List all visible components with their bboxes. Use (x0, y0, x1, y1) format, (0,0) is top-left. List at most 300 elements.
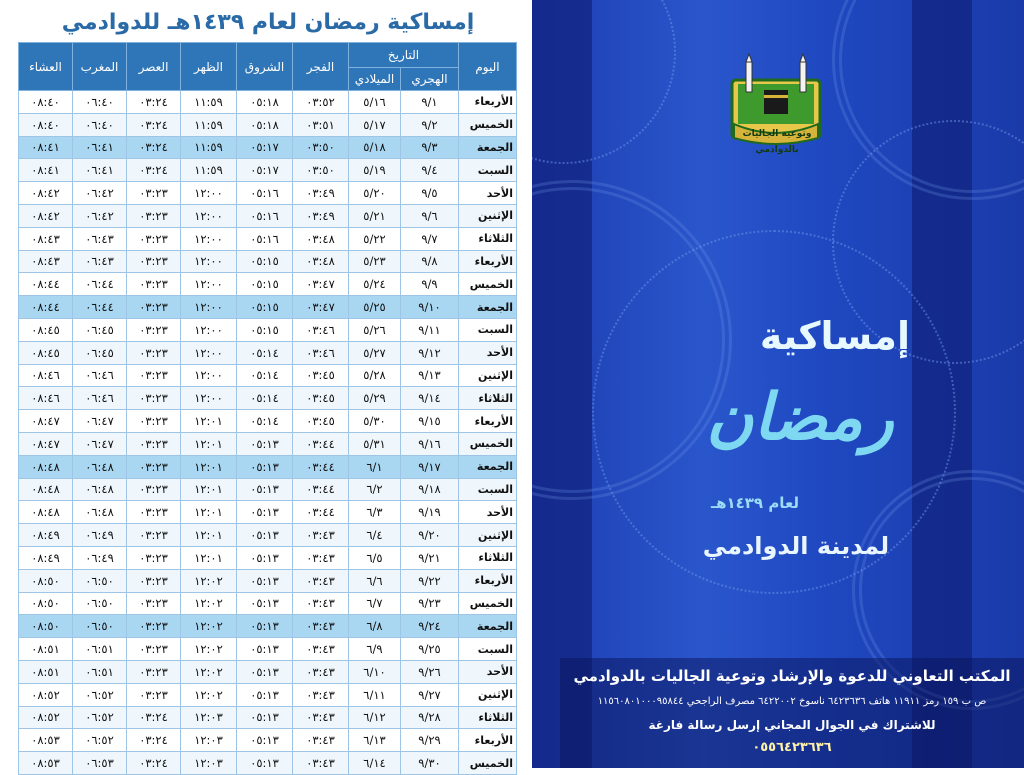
cell-day: الإثنين (459, 364, 517, 387)
table-row (19, 341, 517, 364)
cell-isha: ٠٨:٤٧ (19, 410, 73, 433)
cell-fajr: ٠٣:٥٢ (293, 91, 349, 114)
cell-isha: ٠٨:٥٣ (19, 752, 73, 775)
cell-dhuhr: ١٢:٠١ (181, 501, 237, 524)
cell-hijri: ٩/٢٣ (401, 592, 459, 615)
cell-isha: ٠٨:٤٥ (19, 318, 73, 341)
cell-asr: ٠٣:٢٣ (127, 318, 181, 341)
cell-day: الجمعة (459, 136, 517, 159)
timetable-body (19, 91, 517, 775)
cell-hijri: ٩/١ (401, 91, 459, 114)
table-row (19, 204, 517, 227)
cell-fajr: ٠٣:٤٤ (293, 455, 349, 478)
cell-dhuhr: ١٢:٠٢ (181, 683, 237, 706)
cell-asr: ٠٣:٢٣ (127, 296, 181, 319)
cell-sunrise: ٠٥:١٣ (237, 615, 293, 638)
cell-hijri: ٩/٢٢ (401, 569, 459, 592)
cell-day: السبت (459, 638, 517, 661)
header-isha: العشاء (19, 43, 73, 91)
header-maghrib: المغرب (73, 43, 127, 91)
cell-hijri: ٩/١١ (401, 318, 459, 341)
cell-day: السبت (459, 318, 517, 341)
table-row (19, 592, 517, 615)
cell-isha: ٠٨:٤٤ (19, 273, 73, 296)
cell-isha: ٠٨:٤٢ (19, 204, 73, 227)
cell-sunrise: ٠٥:١٦ (237, 182, 293, 205)
cell-day: الأربعاء (459, 729, 517, 752)
cell-isha: ٠٨:٤٠ (19, 91, 73, 114)
cell-isha: ٠٨:٤٩ (19, 546, 73, 569)
cell-dhuhr: ١٢:٠١ (181, 524, 237, 547)
cell-asr: ٠٣:٢٣ (127, 478, 181, 501)
cell-hijri: ٩/٢ (401, 113, 459, 136)
cell-asr: ٠٣:٢٣ (127, 546, 181, 569)
cell-maghrib: ٠٦:٤٠ (73, 113, 127, 136)
cell-sunrise: ٠٥:١٣ (237, 706, 293, 729)
cell-dhuhr: ١٢:٠٢ (181, 638, 237, 661)
cell-hijri: ٩/١٥ (401, 410, 459, 433)
cell-maghrib: ٠٦:٥٠ (73, 615, 127, 638)
cell-dhuhr: ١٢:٠١ (181, 432, 237, 455)
prayer-times-table (18, 42, 517, 775)
ornament-circle (532, 0, 676, 164)
cell-dhuhr: ١٢:٠١ (181, 478, 237, 501)
cell-maghrib: ٠٦:٤٩ (73, 524, 127, 547)
cell-isha: ٠٨:٤١ (19, 136, 73, 159)
table-row (19, 387, 517, 410)
cell-fajr: ٠٣:٤٤ (293, 478, 349, 501)
cell-day: الأربعاء (459, 250, 517, 273)
header-hijri: الهجري (401, 68, 459, 91)
cell-asr: ٠٣:٢٣ (127, 501, 181, 524)
cell-hijri: ٩/٢٩ (401, 729, 459, 752)
cell-fajr: ٠٣:٤٧ (293, 296, 349, 319)
cell-hijri: ٩/١٢ (401, 341, 459, 364)
cell-greg: ٦/١٠ (349, 660, 401, 683)
cell-maghrib: ٠٦:٤٨ (73, 478, 127, 501)
cell-greg: ٥/٢٠ (349, 182, 401, 205)
cell-fajr: ٠٣:٤٣ (293, 569, 349, 592)
cell-asr: ٠٣:٢٣ (127, 524, 181, 547)
cell-sunrise: ٠٥:١٣ (237, 501, 293, 524)
cell-day: الجمعة (459, 455, 517, 478)
cell-dhuhr: ١٢:٠٢ (181, 569, 237, 592)
cell-maghrib: ٠٦:٤١ (73, 136, 127, 159)
cell-asr: ٠٣:٢٣ (127, 364, 181, 387)
cell-maghrib: ٠٦:٤٥ (73, 341, 127, 364)
cell-greg: ٦/١١ (349, 683, 401, 706)
cell-greg: ٥/٢٥ (349, 296, 401, 319)
cell-dhuhr: ١١:٥٩ (181, 159, 237, 182)
cell-asr: ٠٣:٢٣ (127, 455, 181, 478)
cell-day: الخميس (459, 592, 517, 615)
cell-fajr: ٠٣:٤٦ (293, 318, 349, 341)
cell-fajr: ٠٣:٤٨ (293, 250, 349, 273)
poster-city: لمدينة الدوادمي (702, 532, 890, 560)
cell-dhuhr: ١٢:٠٠ (181, 204, 237, 227)
cell-day: السبت (459, 159, 517, 182)
cell-day: السبت (459, 478, 517, 501)
cell-greg: ٦/١٣ (349, 729, 401, 752)
cell-fajr: ٠٣:٤٣ (293, 592, 349, 615)
cell-fajr: ٠٣:٤٤ (293, 501, 349, 524)
cell-dhuhr: ١٢:٠٠ (181, 273, 237, 296)
cell-hijri: ٩/٢٠ (401, 524, 459, 547)
cell-sunrise: ٠٥:١٤ (237, 341, 293, 364)
table-row (19, 752, 517, 775)
cell-sunrise: ٠٥:١٣ (237, 478, 293, 501)
cell-fajr: ٠٣:٥٠ (293, 159, 349, 182)
cell-isha: ٠٨:٤٣ (19, 250, 73, 273)
cell-greg: ٦/١ (349, 455, 401, 478)
table-row (19, 546, 517, 569)
cell-dhuhr: ١٢:٠٢ (181, 615, 237, 638)
cell-maghrib: ٠٦:٤٢ (73, 182, 127, 205)
cell-fajr: ٠٣:٤٧ (293, 273, 349, 296)
cell-day: الإثنين (459, 683, 517, 706)
cell-dhuhr: ١٢:٠٠ (181, 341, 237, 364)
cell-maghrib: ٠٦:٤٢ (73, 204, 127, 227)
cell-sunrise: ٠٥:١٣ (237, 524, 293, 547)
cell-isha: ٠٨:٤٦ (19, 364, 73, 387)
cell-fajr: ٠٣:٤٦ (293, 341, 349, 364)
cell-fajr: ٠٣:٤٥ (293, 387, 349, 410)
cell-maghrib: ٠٦:٤٤ (73, 273, 127, 296)
cell-isha: ٠٨:٥١ (19, 638, 73, 661)
table-row (19, 706, 517, 729)
cell-asr: ٠٣:٢٣ (127, 615, 181, 638)
cell-greg: ٦/٧ (349, 592, 401, 615)
cell-fajr: ٠٣:٤٩ (293, 182, 349, 205)
cell-hijri: ٩/٢٧ (401, 683, 459, 706)
cell-asr: ٠٣:٢٣ (127, 638, 181, 661)
cell-asr: ٠٣:٢٣ (127, 273, 181, 296)
poster-title: إمساكية (759, 314, 910, 358)
cell-maghrib: ٠٦:٤٨ (73, 455, 127, 478)
cell-day: الأربعاء (459, 91, 517, 114)
cell-sunrise: ٠٥:١٣ (237, 752, 293, 775)
cell-hijri: ٩/٣ (401, 136, 459, 159)
cell-sunrise: ٠٥:١٣ (237, 569, 293, 592)
cell-maghrib: ٠٦:٤٩ (73, 546, 127, 569)
cell-hijri: ٩/١٨ (401, 478, 459, 501)
cell-isha: ٠٨:٥٠ (19, 615, 73, 638)
cell-sunrise: ٠٥:١٣ (237, 729, 293, 752)
cell-fajr: ٠٣:٤٣ (293, 752, 349, 775)
cell-day: الأربعاء (459, 569, 517, 592)
cell-day: الأحد (459, 501, 517, 524)
cell-dhuhr: ١٢:٠٠ (181, 296, 237, 319)
cell-asr: ٠٣:٢٤ (127, 113, 181, 136)
cell-isha: ٠٨:٤٤ (19, 296, 73, 319)
cell-dhuhr: ١٢:٠١ (181, 455, 237, 478)
cell-maghrib: ٠٦:٥٠ (73, 569, 127, 592)
table-row (19, 296, 517, 319)
cell-asr: ٠٣:٢٤ (127, 706, 181, 729)
cell-greg: ٦/٩ (349, 638, 401, 661)
cell-hijri: ٩/٩ (401, 273, 459, 296)
cell-greg: ٦/٤ (349, 524, 401, 547)
header-gregorian: الميلادي (349, 68, 401, 91)
cell-asr: ٠٣:٢٤ (127, 752, 181, 775)
cell-greg: ٥/١٧ (349, 113, 401, 136)
cell-maghrib: ٠٦:٤٠ (73, 91, 127, 114)
cell-sunrise: ٠٥:١٧ (237, 159, 293, 182)
cell-hijri: ٩/٣٠ (401, 752, 459, 775)
cell-fajr: ٠٣:٤٣ (293, 524, 349, 547)
cell-sunrise: ٠٥:١٣ (237, 683, 293, 706)
cell-asr: ٠٣:٢٤ (127, 159, 181, 182)
table-row (19, 136, 517, 159)
cell-day: الإثنين (459, 204, 517, 227)
cell-hijri: ٩/١٧ (401, 455, 459, 478)
cell-dhuhr: ١٢:٠٢ (181, 660, 237, 683)
cell-sunrise: ٠٥:١٦ (237, 227, 293, 250)
cell-fajr: ٠٣:٤٣ (293, 660, 349, 683)
cell-maghrib: ٠٦:٥١ (73, 638, 127, 661)
cell-sunrise: ٠٥:١٣ (237, 455, 293, 478)
cell-sunrise: ٠٥:١٣ (237, 546, 293, 569)
cell-isha: ٠٨:٥٢ (19, 706, 73, 729)
cell-greg: ٥/٢٨ (349, 364, 401, 387)
cell-isha: ٠٨:٥٠ (19, 592, 73, 615)
cell-asr: ٠٣:٢٣ (127, 592, 181, 615)
cell-isha: ٠٨:٥٣ (19, 729, 73, 752)
cell-hijri: ٩/٢٥ (401, 638, 459, 661)
cell-isha: ٠٨:٤٣ (19, 227, 73, 250)
cell-hijri: ٩/١٠ (401, 296, 459, 319)
table-row (19, 364, 517, 387)
cell-dhuhr: ١١:٥٩ (181, 136, 237, 159)
cell-hijri: ٩/٧ (401, 227, 459, 250)
cell-sunrise: ٠٥:١٧ (237, 136, 293, 159)
table-row (19, 638, 517, 661)
cell-greg: ٦/١٤ (349, 752, 401, 775)
footer-title: المكتب التعاوني للدعوة والإرشاد وتوعية الجاليات بالدوادمي (573, 667, 1011, 685)
cell-greg: ٥/٣١ (349, 432, 401, 455)
header-day: اليوم (459, 43, 517, 91)
header-fajr: الفجر (293, 43, 349, 91)
cell-maghrib: ٠٦:٤٨ (73, 501, 127, 524)
cell-asr: ٠٣:٢٣ (127, 387, 181, 410)
cell-hijri: ٩/٥ (401, 182, 459, 205)
cell-hijri: ٩/١٣ (401, 364, 459, 387)
cell-isha: ٠٨:٤٩ (19, 524, 73, 547)
cell-day: الخميس (459, 113, 517, 136)
table-row (19, 683, 517, 706)
cell-dhuhr: ١٢:٠١ (181, 410, 237, 433)
cell-greg: ٥/٣٠ (349, 410, 401, 433)
cell-isha: ٠٨:٤٨ (19, 455, 73, 478)
cell-isha: ٠٨:٤٨ (19, 478, 73, 501)
table-row (19, 273, 517, 296)
table-row (19, 432, 517, 455)
cell-sunrise: ٠٥:١٥ (237, 318, 293, 341)
cell-day: الثلاثاء (459, 227, 517, 250)
cell-dhuhr: ١١:٥٩ (181, 91, 237, 114)
cell-hijri: ٩/٦ (401, 204, 459, 227)
table-row (19, 318, 517, 341)
cell-day: الخميس (459, 273, 517, 296)
cell-isha: ٠٨:٤٠ (19, 113, 73, 136)
cell-day: الأحد (459, 341, 517, 364)
cell-sunrise: ٠٥:١٨ (237, 91, 293, 114)
cell-greg: ٥/٢٤ (349, 273, 401, 296)
cell-greg: ٥/١٩ (349, 159, 401, 182)
cell-asr: ٠٣:٢٤ (127, 91, 181, 114)
cell-sunrise: ٠٥:١٣ (237, 592, 293, 615)
table-row (19, 660, 517, 683)
footer-subscribe-text: للاشتراك في الجوال المجاني إرسل رسالة فارغة (648, 718, 936, 732)
cell-dhuhr: ١٢:٠٠ (181, 227, 237, 250)
cell-dhuhr: ١٢:٠٠ (181, 182, 237, 205)
header-sunrise: الشروق (237, 43, 293, 91)
table-row (19, 113, 517, 136)
table-row (19, 227, 517, 250)
cell-greg: ٥/٢٦ (349, 318, 401, 341)
cell-sunrise: ٠٥:١٣ (237, 638, 293, 661)
cell-fajr: ٠٣:٤٤ (293, 432, 349, 455)
cell-day: الجمعة (459, 296, 517, 319)
table-row (19, 410, 517, 433)
cell-maghrib: ٠٦:٥٢ (73, 706, 127, 729)
table-row (19, 91, 517, 114)
cell-day: الأحد (459, 660, 517, 683)
cell-isha: ٠٨:٤٨ (19, 501, 73, 524)
timetable-title: إمساكية رمضان لعام ١٤٣٩هـ للدوادمي (61, 10, 475, 35)
cell-hijri: ٩/٢٤ (401, 615, 459, 638)
cell-greg: ٥/٢١ (349, 204, 401, 227)
cell-asr: ٠٣:٢٣ (127, 660, 181, 683)
cell-hijri: ٩/١٤ (401, 387, 459, 410)
header-date: التاريخ (349, 43, 459, 68)
cell-dhuhr: ١٢:٠٠ (181, 387, 237, 410)
cell-asr: ٠٣:٢٣ (127, 250, 181, 273)
cell-day: الخميس (459, 432, 517, 455)
cell-greg: ٥/٢٩ (349, 387, 401, 410)
cell-asr: ٠٣:٢٣ (127, 683, 181, 706)
cell-day: الجمعة (459, 615, 517, 638)
cell-dhuhr: ١٢:٠٠ (181, 250, 237, 273)
cell-asr: ٠٣:٢٤ (127, 136, 181, 159)
cell-hijri: ٩/٢١ (401, 546, 459, 569)
cell-fajr: ٠٣:٤٣ (293, 638, 349, 661)
cell-dhuhr: ١٢:٠٢ (181, 592, 237, 615)
cell-isha: ٠٨:٥٠ (19, 569, 73, 592)
cell-maghrib: ٠٦:٤٧ (73, 432, 127, 455)
cell-maghrib: ٠٦:٤٧ (73, 410, 127, 433)
cell-hijri: ٩/٢٦ (401, 660, 459, 683)
cell-maghrib: ٠٦:٤٤ (73, 296, 127, 319)
cell-greg: ٦/١٢ (349, 706, 401, 729)
cell-day: الثلاثاء (459, 706, 517, 729)
cell-dhuhr: ١٢:٠٣ (181, 752, 237, 775)
table-row (19, 250, 517, 273)
cell-asr: ٠٣:٢٤ (127, 729, 181, 752)
cell-day: الإثنين (459, 524, 517, 547)
poster-year: لعام ١٤٣٩هـ (710, 494, 800, 512)
cell-isha: ٠٨:٤٦ (19, 387, 73, 410)
table-row (19, 501, 517, 524)
cell-day: الثلاثاء (459, 387, 517, 410)
cell-greg: ٦/٣ (349, 501, 401, 524)
table-row (19, 524, 517, 547)
table-row (19, 478, 517, 501)
cell-fajr: ٠٣:٤٣ (293, 706, 349, 729)
cell-asr: ٠٣:٢٣ (127, 432, 181, 455)
cell-fajr: ٠٣:٤٥ (293, 410, 349, 433)
cell-fajr: ٠٣:٤٥ (293, 364, 349, 387)
cell-maghrib: ٠٦:٤٦ (73, 364, 127, 387)
cell-day: الثلاثاء (459, 546, 517, 569)
cell-sunrise: ٠٥:١٤ (237, 410, 293, 433)
table-row (19, 182, 517, 205)
cell-maghrib: ٠٦:٥١ (73, 660, 127, 683)
cell-sunrise: ٠٥:١٨ (237, 113, 293, 136)
cell-fajr: ٠٣:٥١ (293, 113, 349, 136)
footer-contact-info: ص ب ١٥٩ رمز ١١٩١١ هاتف ٦٤٢٣٦٣٦ ناسوخ ٦٤٢٢٠٠٢ مصرف الراجحي ١١٥٦٠٨٠١٠٠٠٩٥٨٤٤ (597, 696, 987, 707)
cell-fajr: ٠٣:٤٣ (293, 729, 349, 752)
cell-dhuhr: ١١:٥٩ (181, 113, 237, 136)
cell-asr: ٠٣:٢٣ (127, 227, 181, 250)
cell-hijri: ٩/٤ (401, 159, 459, 182)
cell-hijri: ٩/١٦ (401, 432, 459, 455)
cell-fajr: ٠٣:٤٣ (293, 683, 349, 706)
cell-day: الأحد (459, 182, 517, 205)
cell-day: الخميس (459, 752, 517, 775)
cell-sunrise: ٠٥:١٦ (237, 204, 293, 227)
cell-asr: ٠٣:٢٣ (127, 410, 181, 433)
cell-maghrib: ٠٦:٤٥ (73, 318, 127, 341)
cell-hijri: ٩/٢٨ (401, 706, 459, 729)
cell-asr: ٠٣:٢٣ (127, 204, 181, 227)
table-row (19, 615, 517, 638)
cell-fajr: ٠٣:٤٣ (293, 615, 349, 638)
footer-phone: ٠٥٥٦٤٢٣٦٣٦ (752, 740, 832, 755)
cell-hijri: ٩/١٩ (401, 501, 459, 524)
cell-maghrib: ٠٦:٥٠ (73, 592, 127, 615)
cell-day: الأربعاء (459, 410, 517, 433)
cell-isha: ٠٨:٤٧ (19, 432, 73, 455)
cell-maghrib: ٠٦:٤٣ (73, 227, 127, 250)
table-row (19, 569, 517, 592)
table-row (19, 729, 517, 752)
cell-isha: ٠٨:٥٢ (19, 683, 73, 706)
cell-sunrise: ٠٥:١٤ (237, 387, 293, 410)
logo-caption: وتوعية الجاليات بالدوادمي (742, 129, 812, 155)
cell-maghrib: ٠٦:٤٦ (73, 387, 127, 410)
cell-greg: ٦/٢ (349, 478, 401, 501)
cell-dhuhr: ١٢:٠٠ (181, 364, 237, 387)
cell-sunrise: ٠٥:١٣ (237, 432, 293, 455)
table-row (19, 159, 517, 182)
cell-isha: ٠٨:٤١ (19, 159, 73, 182)
poster-ramadan-word: رمضان (706, 381, 894, 455)
cell-isha: ٠٨:٥١ (19, 660, 73, 683)
cell-isha: ٠٨:٤٥ (19, 341, 73, 364)
cell-asr: ٠٣:٢٣ (127, 569, 181, 592)
cell-asr: ٠٣:٢٣ (127, 182, 181, 205)
cell-dhuhr: ١٢:٠٣ (181, 706, 237, 729)
cell-fajr: ٠٣:٥٠ (293, 136, 349, 159)
cell-greg: ٦/٨ (349, 615, 401, 638)
cell-maghrib: ٠٦:٥٣ (73, 752, 127, 775)
cell-sunrise: ٠٥:١٥ (237, 273, 293, 296)
cell-maghrib: ٠٦:٥٢ (73, 729, 127, 752)
cell-greg: ٥/٢٢ (349, 227, 401, 250)
cell-isha: ٠٨:٤٢ (19, 182, 73, 205)
header-asr: العصر (127, 43, 181, 91)
